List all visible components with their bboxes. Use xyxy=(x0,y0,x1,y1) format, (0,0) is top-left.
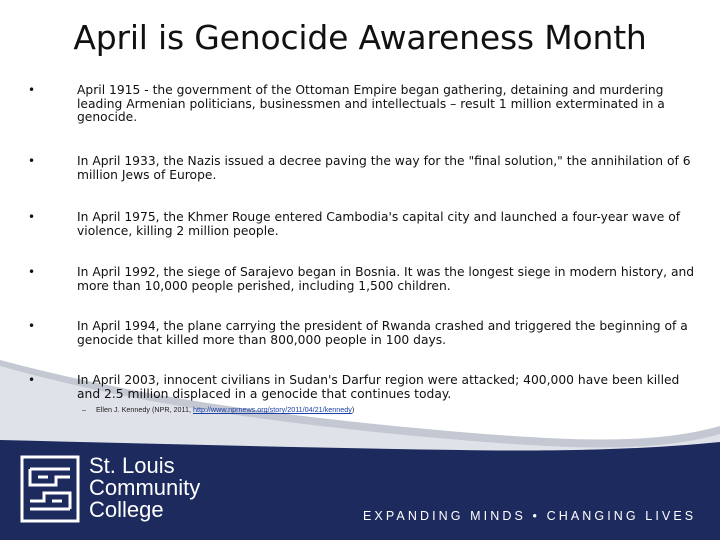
bullet-dot: • xyxy=(28,265,36,279)
bullet-dot: • xyxy=(28,83,36,97)
college-name xyxy=(89,455,200,521)
bullet-text: In April 2003, innocent civilians in Sudan's Darfur region were attacked; 400,000 have been killed and 2.5 million displaced in a genocide that continues today. xyxy=(77,373,680,401)
bullet-text: In April 1992, the siege of Sarajevo began in Bosnia. It was the longest siege in modern history, and more than 10,000 people perished, including 1,500 children. xyxy=(77,265,695,293)
citation-dash: – xyxy=(82,405,86,414)
bullet-dot: • xyxy=(28,154,36,168)
bullet-text: In April 1975, the Khmer Rouge entered Cambodia's capital city and launched a four-year wave of violence, killing 2 million people. xyxy=(77,210,681,238)
bullet-text: April 1915 - the government of the Ottoman Empire began gathering, detaining and murdering leading Armenian politicians, businessmen and intellectuals – result 1 million exterminated in a genocide. xyxy=(77,83,665,125)
citation-text: Ellen J. Kennedy (NPR, 2011, xyxy=(96,405,193,414)
bullet-dot: • xyxy=(28,319,36,333)
citation-link[interactable]: http://www.nprnews.org/story/2011/04/21/kennedy xyxy=(192,405,352,414)
citation-close: ) xyxy=(351,405,355,414)
college-logo-icon xyxy=(20,455,80,523)
college-name-line: College xyxy=(89,497,164,522)
bullet-dot: • xyxy=(28,210,36,224)
page-title: April is Genocide Awareness Month xyxy=(73,18,647,57)
tagline: EXPANDING MINDS • CHANGING LIVES xyxy=(363,509,697,523)
bullet-dot: • xyxy=(28,373,36,387)
college-name-line: Community xyxy=(89,475,201,500)
bullet-text: In April 1994, the plane carrying the president of Rwanda crashed and triggered the beginning of a genocide that killed more than 800,000 people in 100 days. xyxy=(77,319,688,347)
bullet-text: In April 1933, the Nazis issued a decree paving the way for the "final solution," the annihilation of 6 million Jews of Europe. xyxy=(77,154,691,182)
college-name-line: St. Louis xyxy=(89,453,175,478)
citation xyxy=(82,405,355,414)
